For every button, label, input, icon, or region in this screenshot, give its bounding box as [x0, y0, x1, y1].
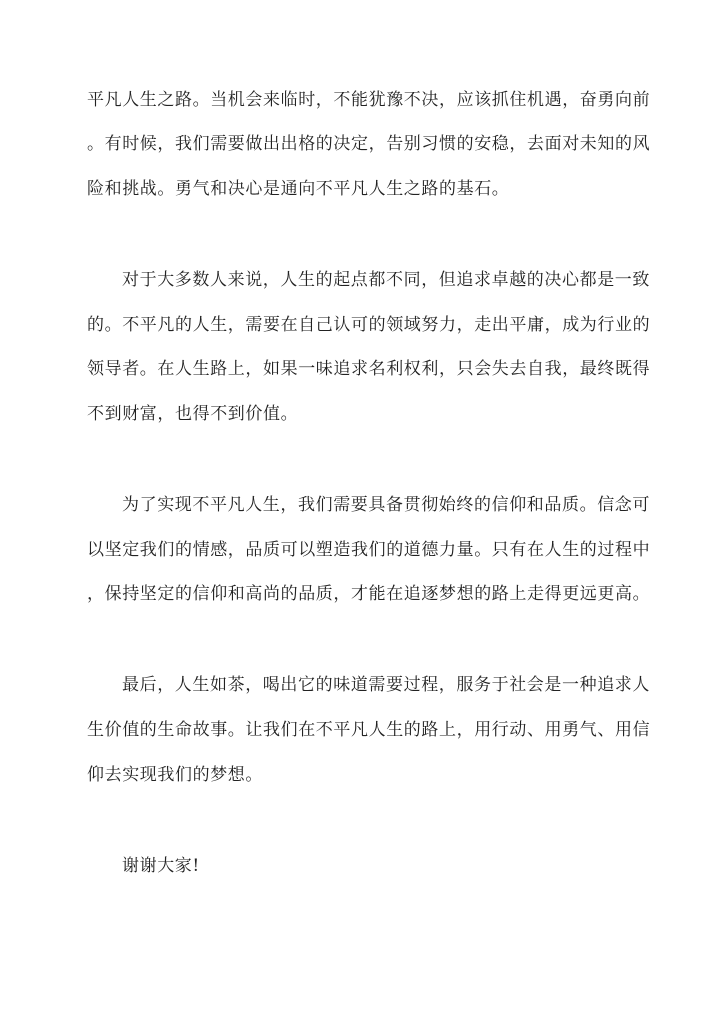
paragraph-line: 的。不平凡的人生，需要在自己认可的领域努力，走出平庸，成为行业的	[87, 315, 651, 335]
paragraph-line: 平凡人生之路。当机会来临时，不能犹豫不决，应该抓住机遇，奋勇向前	[87, 90, 651, 110]
paragraph-line: 以坚定我们的情感，品质可以塑造我们的道德力量。只有在人生的过程中	[87, 540, 651, 560]
paragraph-line: ，保持坚定的信仰和高尚的品质，才能在追逐梦想的路上走得更远更高。	[87, 584, 651, 604]
paragraph-line: 。有时候，我们需要做出出格的决定，告别习惯的安稳，去面对未知的风	[87, 134, 651, 154]
paragraph-line: 不到财富，也得不到价值。	[87, 404, 299, 424]
paragraph-line: 险和挑战。勇气和决心是通向不平凡人生之路的基石。	[87, 179, 510, 199]
paragraph-line: 最后，人生如茶，喝出它的味道需要过程，服务于社会是一种追求人	[122, 675, 650, 695]
paragraph-line: 对于大多数人来说，人生的起点都不同，但追求卓越的决心都是一致	[122, 270, 650, 290]
paragraph-line: 仰去实现我们的梦想。	[87, 765, 263, 785]
closing-thanks: 谢谢大家!	[122, 856, 200, 876]
paragraph-line: 生价值的生命故事。让我们在不平凡人生的路上，用行动、用勇气、用信	[87, 720, 651, 740]
paragraph-line: 为了实现不平凡人生，我们需要具备贯彻始终的信仰和品质。信念可	[122, 495, 650, 515]
paragraph-line: 领导者。在人生路上，如果一味追求名利权利，只会失去自我，最终既得	[87, 359, 651, 379]
